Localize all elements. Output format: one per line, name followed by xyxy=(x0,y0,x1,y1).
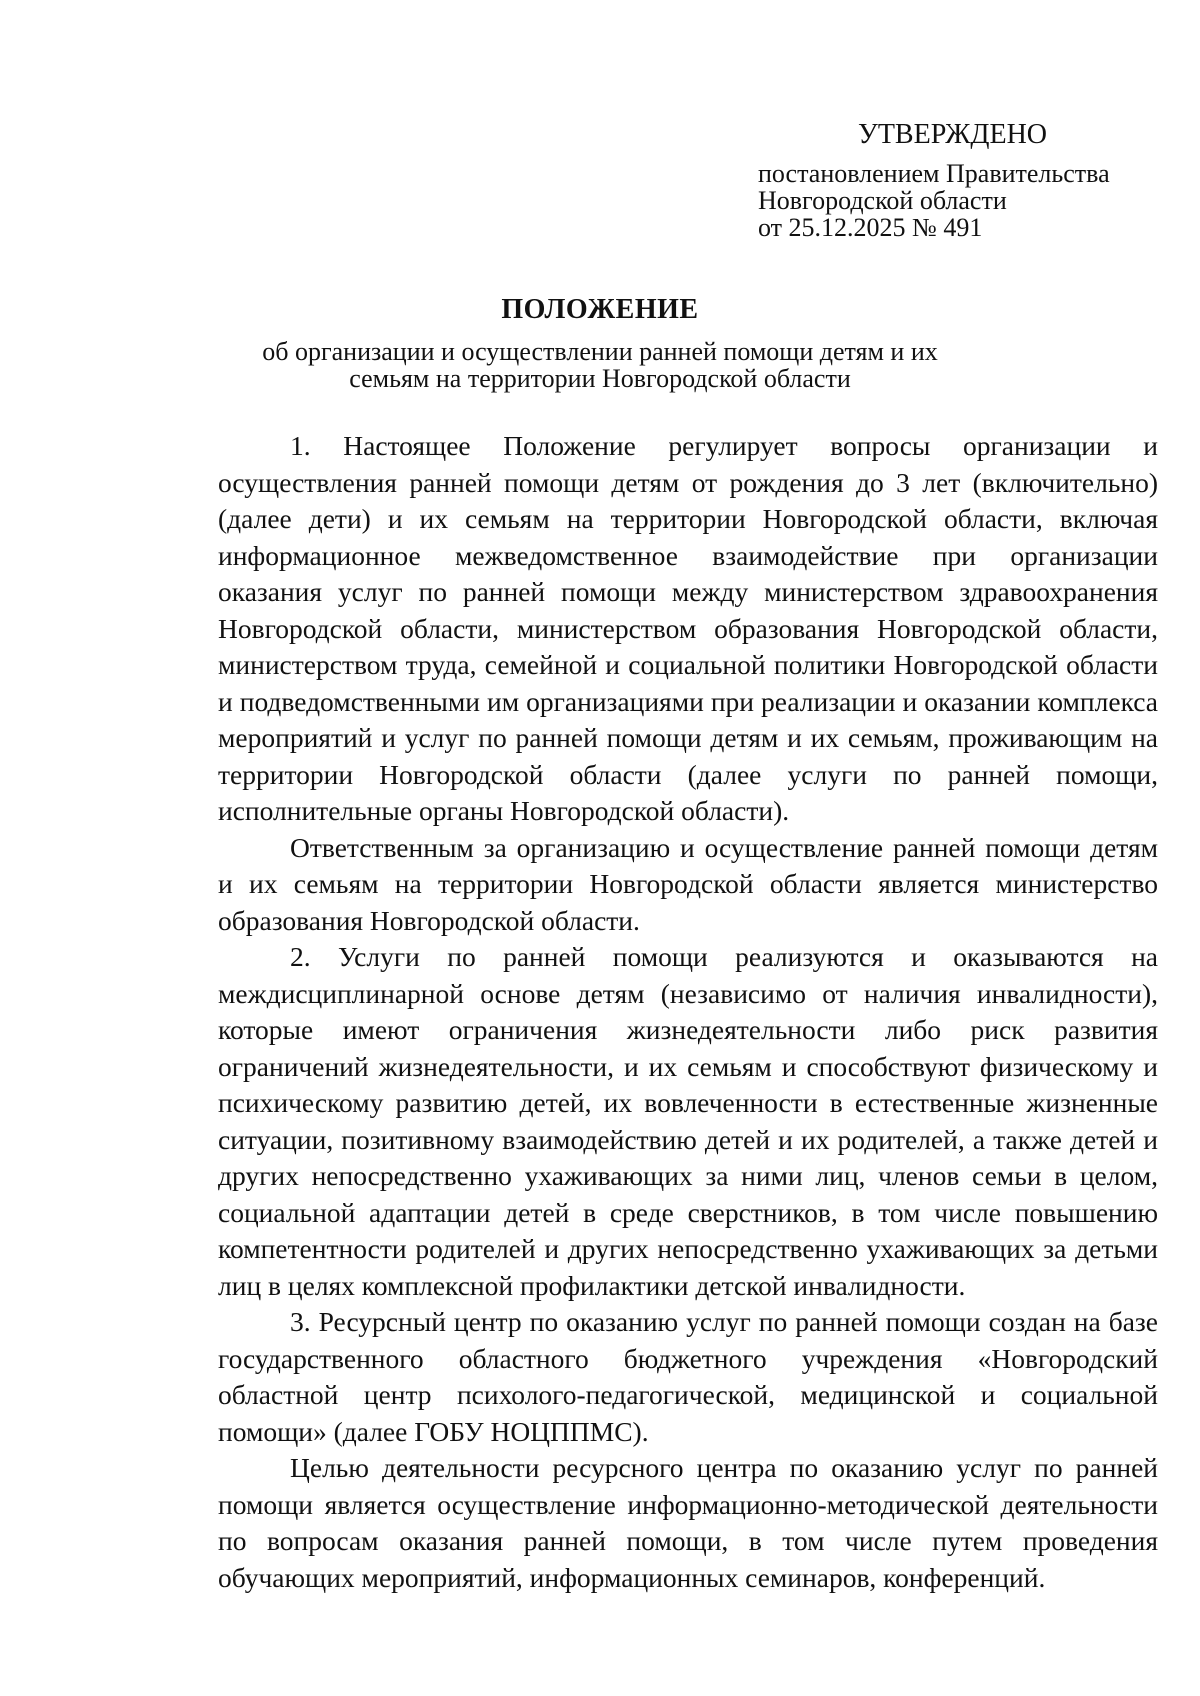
document-title: ПОЛОЖЕНИЕ xyxy=(501,294,699,325)
paragraph-5: Целью деятельности ресурсного центра по оказанию услуг по ранней помощи является осуществление информационно-методической деятельности по вопросам оказания ранней помощи, в том числе путем проведения обучающих мероприятий, информационных семинаров, конференций. xyxy=(218,1452,1158,1593)
paragraph-4: 3. Ресурсный центр по оказанию услуг по ранней помощи создан на базе государственного областного бюджетного учреждения «Новгородский областной центр психолого-педагогической, медицинской и социальной помощи» (далее ГОБУ НОЦППМС). xyxy=(218,1306,1158,1447)
paragraph-2: Ответственным за организацию и осуществление ранней помощи детям и их семьям на территории Новгородской области является министерство образования Новгородской области. xyxy=(218,831,1158,936)
paragraph-3: 2. Услуги по ранней помощи реализуются и оказываются на междисциплинарной основе детям (независимо от наличия инвалидности), которые имеют ограничения жизнедеятельности либо риск развития ограничений жизнедеятельности, и их семьям и способствуют физическому и психическому развитию детей, их вовлеченности в естественные жизненные ситуации, позитивному взаимодействию детей и их родителей, а также детей и других непосредственно ухаживающих за ними лиц, членов семьи в целом, социальной адаптации детей в среде сверстников, в том числе повышению компетентности родителей и других непосредственно ухаживающих за детьми лиц в целях комплексной профилактики детской инвалидности. xyxy=(218,941,1158,1301)
approval-line-3: от 25.12.2025 № 491 xyxy=(758,213,983,242)
approval-line-2: Новгородской области xyxy=(758,186,1007,215)
paragraph-1: 1. Настоящее Положение регулирует вопросы организации и осуществления ранней помощи детям от рождения до 3 лет (включительно) (далее дети) и их семьям на территории Новгородской области, включая информационное межведомственное взаимодействие при организации оказания услуг по ранней помощи между министерством здравоохранения Новгородской области, министерством образования Новгородской области, министерством труда, семейной и социальной политики Новгородской области и подведомственными им организациями при реализации и оказании комплекса мероприятий и услуг по ранней помощи детям и их семьям, проживающим на территории Новгородской области (далее услуги по ранней помощи, исполнительные органы Новгородской области). xyxy=(218,430,1158,826)
approval-line-1: постановлением Правительства xyxy=(758,159,1110,188)
document-subtitle: об организации и осуществлении ранней помощи детям и их семьям на территории Новгородской области xyxy=(262,337,938,393)
approved-heading: УТВЕРЖДЕНО xyxy=(858,119,1048,150)
document-body xyxy=(218,428,1158,1596)
approval-stamp xyxy=(758,120,1178,241)
